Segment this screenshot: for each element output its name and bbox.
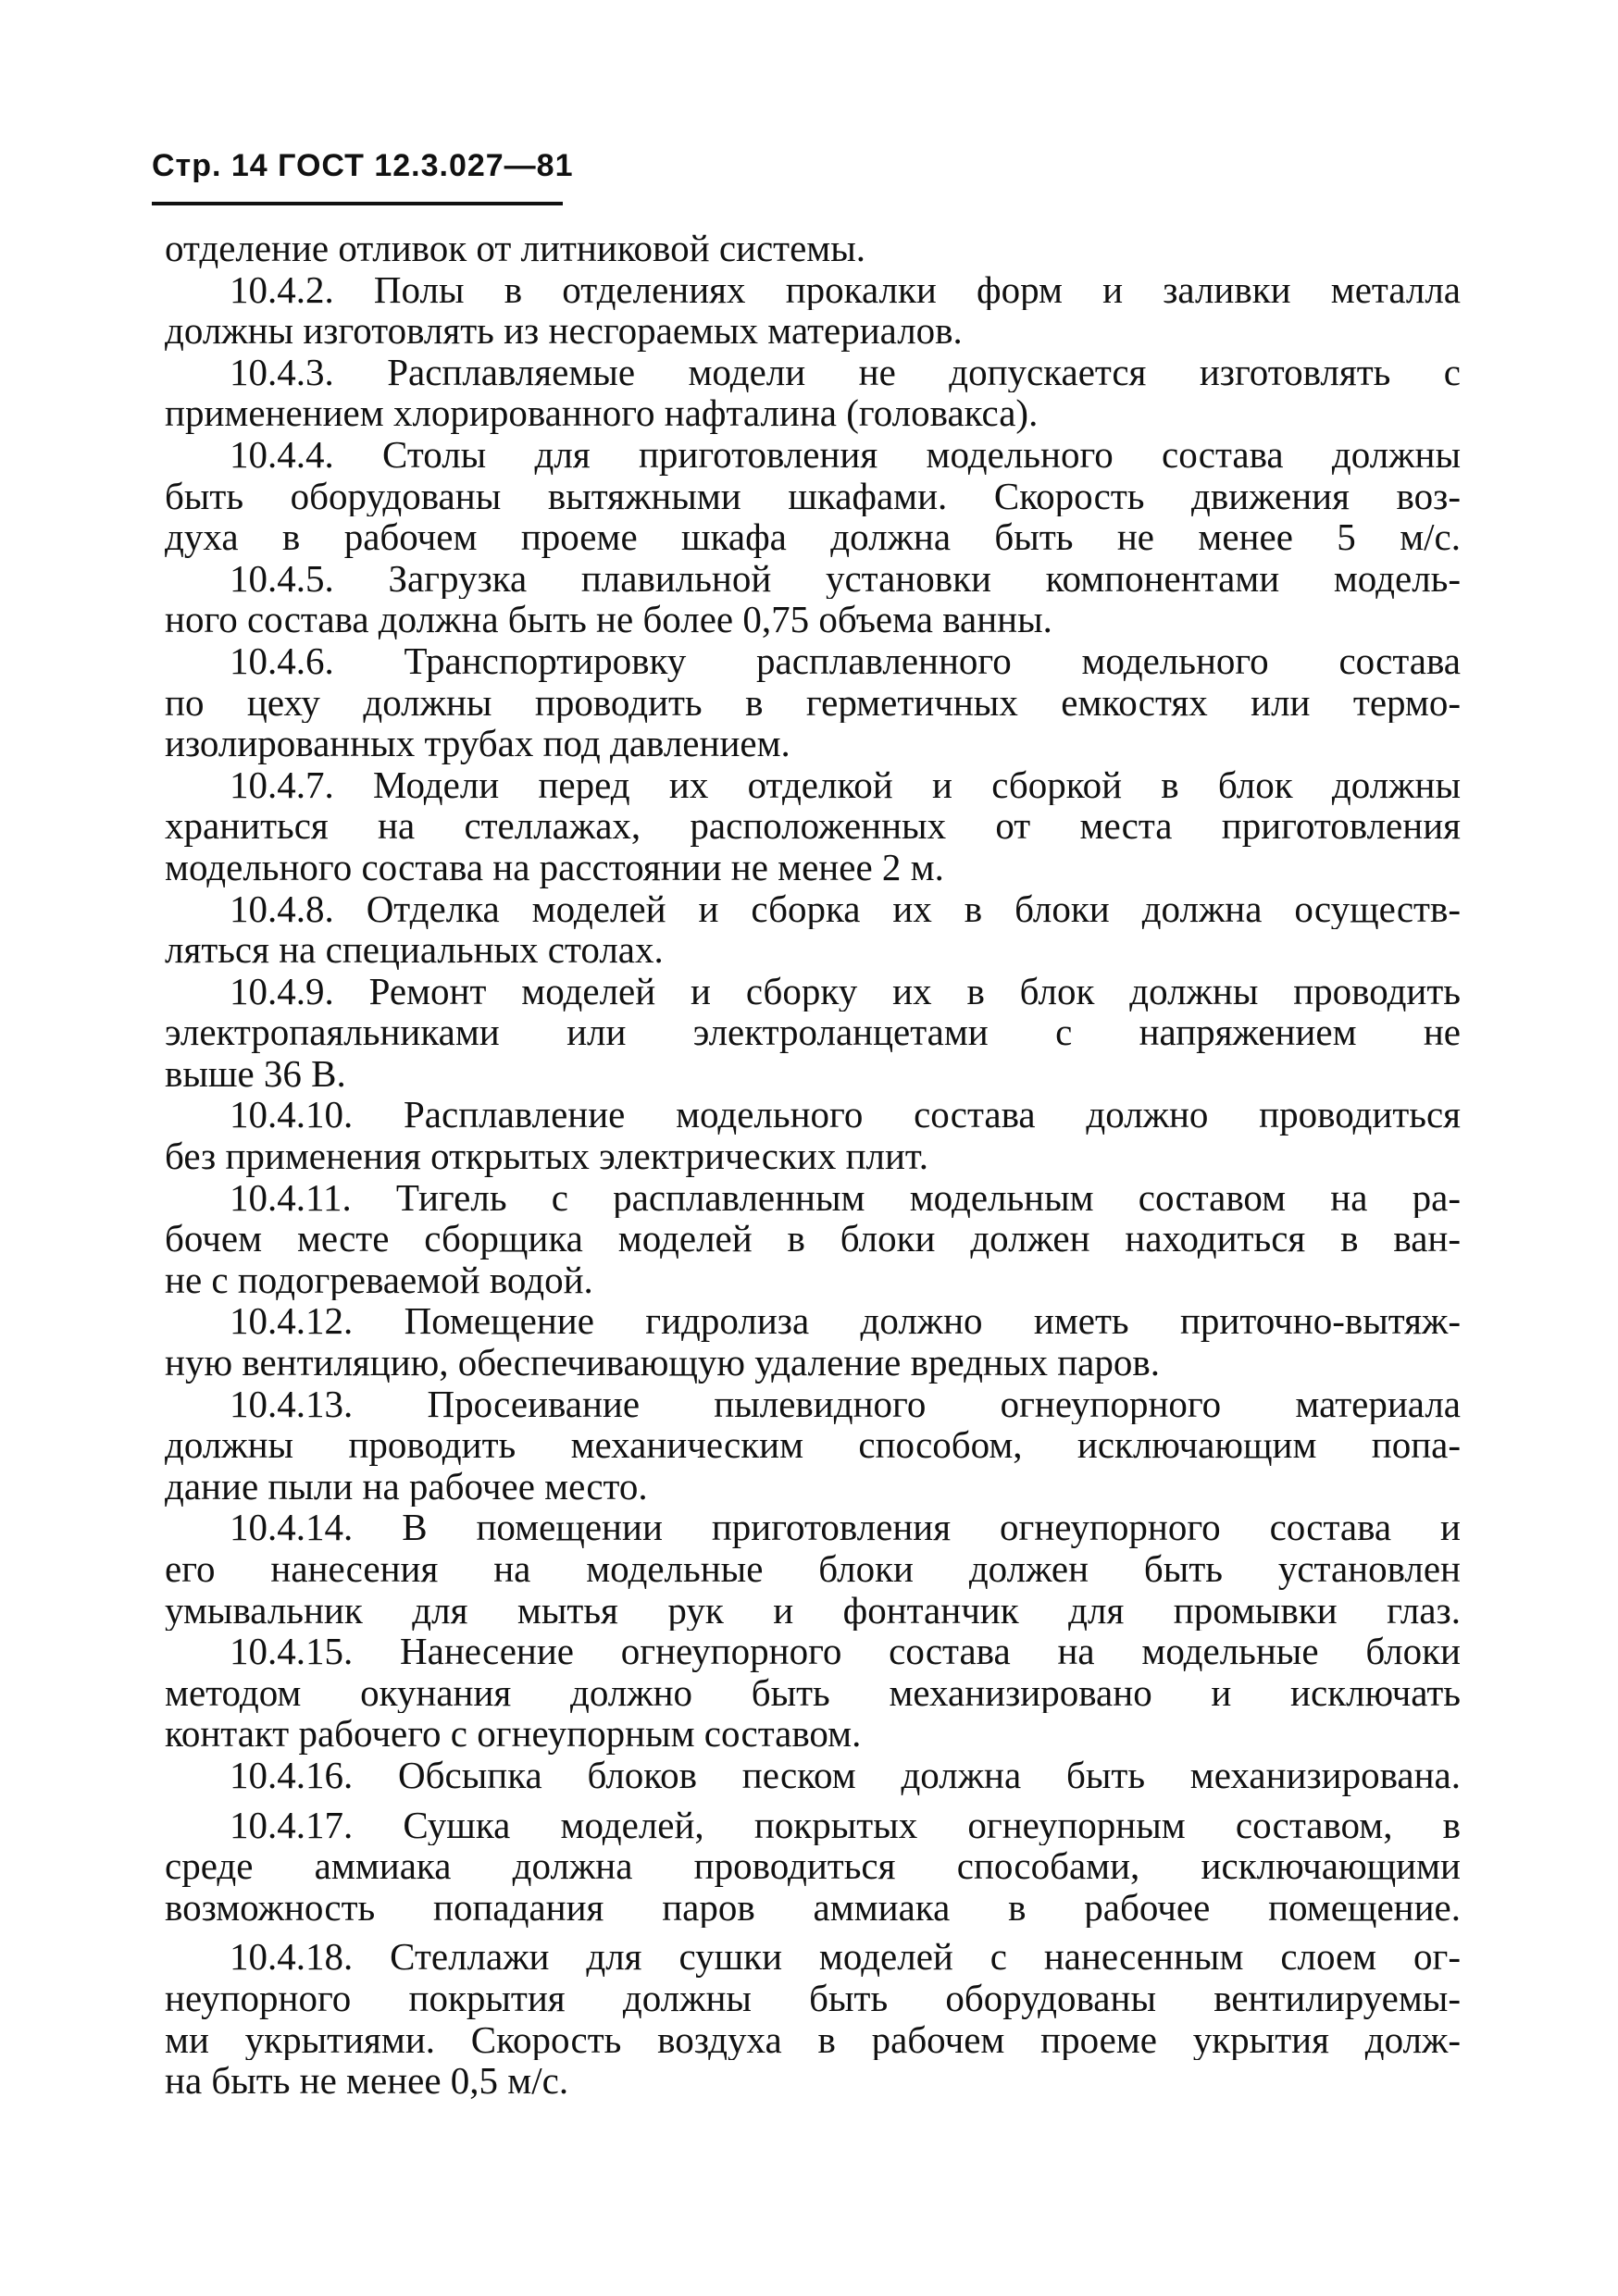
text-line: среде аммиака должна проводиться способами, исключающими [165,1845,1461,1887]
page-header: Стр. 14 ГОСТ 12.3.027—81 [152,148,574,183]
text-line: должны проводить механическим способом, исключающим попа- [165,1424,1461,1466]
clause-10-4-2-line: 10.4.2. Полы в отделениях прокалки форм и заливки металла [230,268,1461,311]
clause-10-4-10-line: 10.4.10. Расплавление модельного состава должно проводиться [230,1094,1461,1136]
clause-10-4-18-line: 10.4.18. Стеллажи для сушки моделей с нанесенным слоем ог- [230,1936,1461,1978]
text-line: на быть не менее 0,5 м/с. [165,2060,569,2102]
text-line: должны изготовлять из несгораемых материалов. [165,310,963,352]
document-body [165,228,1461,2102]
clause-10-4-12-line: 10.4.12. Помещение гидролиза должно иметь приточно-вытяж- [230,1300,1461,1343]
clause-10-4-11-line: 10.4.11. Тигель с расплавленным модельным составом на ра- [230,1176,1461,1219]
text-line: бочем месте сборщика моделей в блоки должен находиться в ван- [165,1218,1461,1260]
text-line: его нанесения на модельные блоки должен быть установлен [165,1548,1461,1590]
text-line: отделение отливок от литниковой системы. [165,228,866,269]
text-line: изолированных трубах под давлением. [165,723,790,764]
text-line: ми укрытиями. Скорость воздуха в рабочем проеме укрытия долж- [165,2018,1461,2061]
text-line: возможность попадания паров аммиака в рабочее помещение. [165,1886,1461,1929]
text-line: методом окунания должно быть механизировано и исключать [165,1671,1461,1714]
clause-10-4-16-line: 10.4.16. Обсыпка блоков песком должна быть механизирована. [230,1754,1461,1796]
paragraph-gap [165,1928,1461,1936]
text-line: ляться на специальных столах. [165,929,664,971]
text-line: модельного состава на расстоянии не менее 2 м. [165,846,944,888]
text-line: духа в рабочем проеме шкафа должна быть не менее 5 м/с. [165,516,1461,558]
paragraph-gap [165,1796,1461,1805]
text-line: контакт рабочего с огнеупорным составом. [165,1713,862,1755]
clause-10-4-7-line: 10.4.7. Модели перед их отделкой и сборкой в блок должны [230,763,1461,806]
clause-10-4-4-line: 10.4.4. Столы для приготовления модельного состава должны [230,433,1461,476]
clause-10-4-8-line: 10.4.8. Отделка моделей и сборка их в блоки должна осуществ- [230,887,1461,930]
clause-10-4-6-line: 10.4.6. Транспортировку расплавленного модельного состава [230,639,1461,682]
text-line: неупорного покрытия должны быть оборудованы вентилируемы- [165,1977,1461,2019]
text-line: ного состава должна быть не более 0,75 объема ванны. [165,599,1052,640]
header-rule [152,202,563,205]
text-line: храниться на стеллажах, расположенных от места приготовления [165,805,1461,847]
clause-10-4-13-line: 10.4.13. Просеивание пылевидного огнеупорного материала [230,1383,1461,1425]
text-line: по цеху должны проводить в герметичных емкостях или термо- [165,681,1461,724]
clause-10-4-9-line: 10.4.9. Ремонт моделей и сборку их в блок должны проводить [230,970,1461,1012]
clause-10-4-15-line: 10.4.15. Нанесение огнеупорного состава на модельные блоки [230,1631,1461,1672]
clause-10-4-14-line: 10.4.14. В помещении приготовления огнеупорного состава и [230,1507,1461,1548]
clause-10-4-17-line: 10.4.17. Сушка моделей, покрытых огнеупорным составом, в [230,1804,1461,1846]
text-line: ную вентиляцию, обеспечивающую удаление вредных паров. [165,1342,1160,1384]
text-line: выше 36 В. [165,1052,346,1095]
clause-10-4-3-line: 10.4.3. Расплавляемые модели не допускается изготовлять с [230,351,1461,393]
text-line: электропаяльниками или электроланцетами с напряжением не [165,1011,1461,1053]
text-line: не с подогреваемой водой. [165,1259,593,1301]
text-line: умывальник для мытья рук и фонтанчик для промывки глаз. [165,1589,1461,1632]
text-line: без применения открытых электрических плит. [165,1136,929,1177]
text-line: быть оборудованы вытяжными шкафами. Скорость движения воз- [165,475,1461,517]
text-line: дание пыли на рабочее место. [165,1465,648,1508]
clause-10-4-5-line: 10.4.5. Загрузка плавильной установки компонентами модель- [230,557,1461,600]
text-line: применением хлорированного нафталина (головакса). [165,392,1039,434]
